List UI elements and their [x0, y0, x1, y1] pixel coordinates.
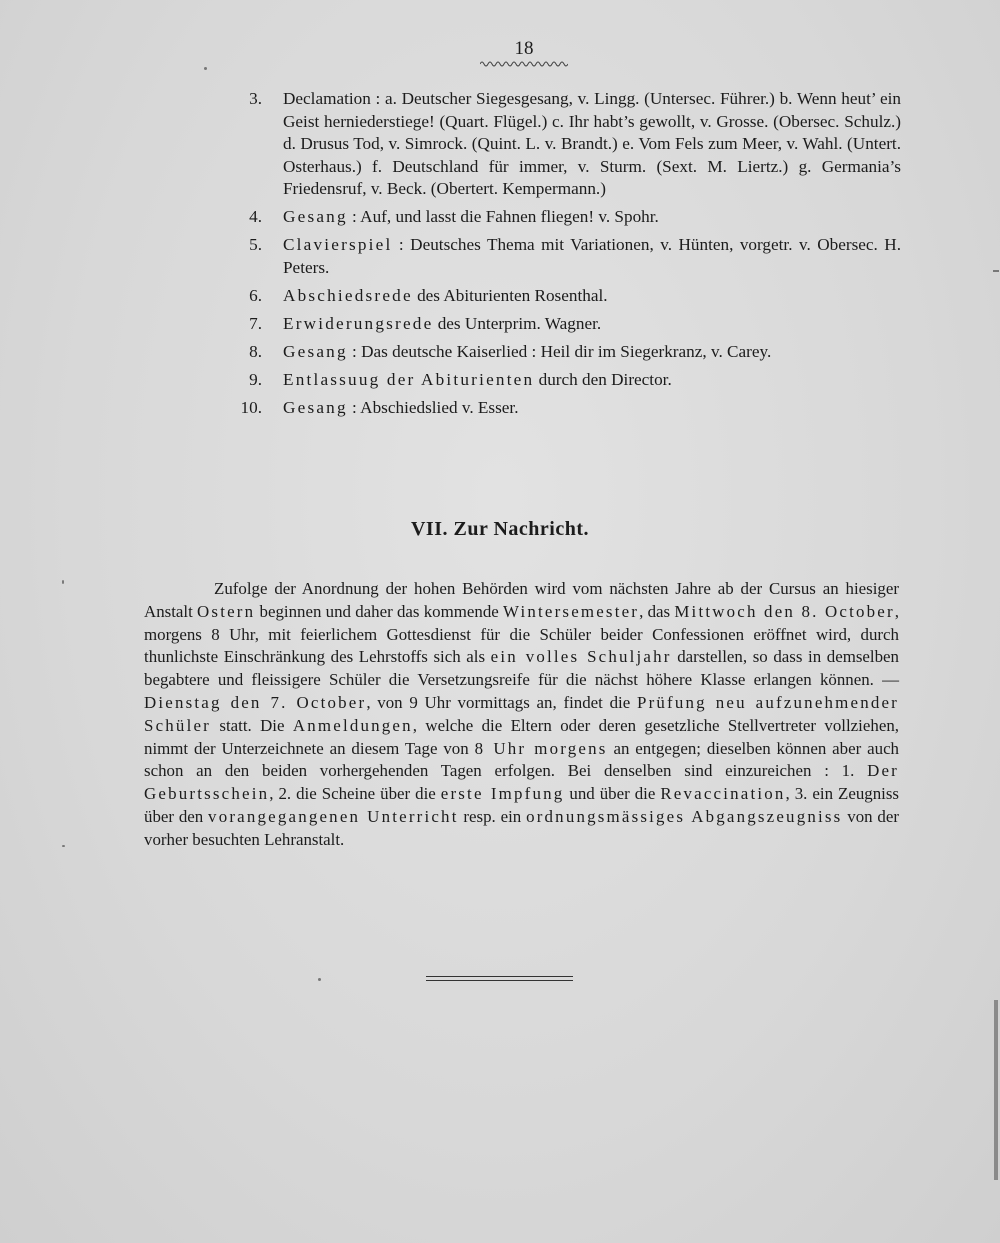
- program-item-number: 8.: [249, 341, 262, 361]
- emphasized-text: vorangegangenen Unterricht: [208, 806, 459, 826]
- emphasized-text: 8 Uhr morgens: [474, 738, 608, 758]
- program-item: [232, 285, 902, 308]
- program-item-text: [283, 206, 901, 229]
- program-item-number: 5.: [249, 235, 262, 255]
- program-item-text: [283, 88, 901, 201]
- program-list: [232, 88, 902, 425]
- emphasized-text: Clavierspiel: [283, 235, 393, 255]
- text-run: durch den Director.: [534, 369, 672, 389]
- emphasized-text: Abschiedsrede: [283, 285, 413, 305]
- notice-paragraph: [144, 578, 899, 852]
- program-item: [232, 88, 902, 201]
- text-run: : Auf, und lasst die Fahnen fliegen! v. Spohr.: [347, 207, 659, 227]
- emphasized-text: Der Geburtsschein: [144, 761, 899, 804]
- text-run: und über die: [564, 784, 661, 804]
- program-item-number: 4.: [249, 207, 262, 227]
- text-run: : Deutsches Thema mit Variationen, v. Hünten, vorgetr. v. Obersec. H. Peters.: [283, 235, 901, 277]
- text-run: resp. ein: [458, 806, 527, 826]
- program-item: [232, 369, 902, 392]
- paper-speck: [62, 845, 65, 847]
- text-run: , morgens 8 Uhr, mit feierlichem Gottesdienst für die Schüler beider Confessionen eröffnet wird, durch thunlichste Einschränkung des Lehrstoffs sich als: [144, 601, 900, 667]
- paper-speck: [318, 978, 321, 981]
- page-number: 18: [514, 38, 534, 59]
- paper-speck: [993, 270, 999, 272]
- emphasized-text: Gesang: [283, 397, 348, 417]
- text-run: : Abschiedslied v. Esser.: [347, 397, 519, 417]
- program-item: [232, 234, 902, 279]
- program-item-text: [283, 341, 901, 364]
- emphasized-text: Mittwoch den 8. October: [674, 601, 895, 621]
- paper-speck: [994, 1000, 998, 1180]
- emphasized-text: Gesang: [283, 341, 348, 361]
- text-run: , von 9 Uhr vormittags an, findet die: [366, 692, 637, 712]
- text-run: beginnen und daher das kommende: [255, 601, 503, 621]
- emphasized-text: Anmeldungen: [292, 715, 413, 735]
- emphasized-text: Prüfung neu aufzunehmender Schüler: [144, 692, 900, 735]
- paper-speck: [204, 67, 207, 70]
- text-run: des Unterprim. Wagner.: [433, 313, 602, 333]
- emphasized-text: Gesang: [283, 207, 348, 227]
- text-run: , 2. die Scheine über die: [269, 784, 441, 804]
- program-item: [232, 397, 902, 420]
- text-run: an entgegen; dieselben können aber auch schon an den beiden vorhergehenden Tagen erfolgen. Bei denselben sind einzureichen : 1.: [144, 738, 900, 781]
- text-run: Zufolge der Anordnung der hohen Behörden wird vom nächsten Jahre ab der Cursus an hiesiger Anstalt: [144, 579, 899, 621]
- text-run: Declamation : a. Deutscher Siegesgesang, v. Lingg. (Untersec. Führer.) b. Wenn heut’ ein Geist herniederstiege! (Quart. Flügel.) c. Ihr habt’s gewollt, v. Grosse. (Obersec. Schulz.) d. Drusus Tod, v. Simrock. (Quint. L. v. Brandt.) e. Vom Fels zum Meer, v. Wahl. (Untert. Osterhaus.) f. Deutschland für immer, v. Sturm. (Sext. M. Liertz.) g. Germania’s Friedensruf, v. Beck. (Obertert. Kempermann.): [283, 89, 901, 199]
- text-run: darstellen, so dass in demselben begabtere und fleissigere Schüler die Versetzungsreife für die nächst höhere Klasse erlangen können. —: [144, 647, 899, 690]
- program-item-number: 3.: [249, 89, 262, 108]
- text-run: , welche die Eltern oder deren gesetzliche Stellvertreter vollziehen, nimmt der Unterzeichnete an diesem Tage von: [144, 715, 899, 758]
- text-run: , 3. ein Zeugniss über den: [144, 784, 899, 826]
- emphasized-text: Wintersemester: [503, 601, 640, 621]
- program-item-text: [283, 234, 901, 279]
- text-run: statt. Die: [211, 715, 293, 735]
- program-item-text: [283, 397, 901, 420]
- text-run: des Abiturienten Rosenthal.: [412, 285, 608, 305]
- section-title: VII. Zur Nachricht.: [410, 518, 590, 540]
- paper-speck: [62, 580, 64, 584]
- program-item-text: [283, 369, 901, 392]
- emphasized-text: erste Impfung: [440, 784, 565, 804]
- program-item-number: 6.: [249, 285, 262, 305]
- emphasized-text: ordnungsmässiges Abgangszeugniss: [526, 806, 843, 826]
- emphasized-text: Revaccination: [660, 784, 786, 804]
- emphasized-text: Entlassuug der Abiturienten: [283, 369, 535, 389]
- program-item-text: [283, 285, 901, 308]
- page-number-ornament: [480, 60, 568, 68]
- emphasized-text: Erwiderungsrede: [283, 313, 434, 333]
- emphasized-text: Dienstag den 7. October: [144, 692, 367, 712]
- text-run: von der vorher besuchten Lehranstalt.: [144, 806, 899, 849]
- program-item-number: 9.: [249, 369, 262, 389]
- text-run: , das: [639, 601, 675, 621]
- text-run: : Das deutsche Kaiserlied : Heil dir im Siegerkranz, v. Carey.: [347, 341, 772, 361]
- closing-rule: [426, 976, 573, 981]
- program-item: [232, 313, 902, 336]
- program-item-text: [283, 313, 901, 336]
- emphasized-text: Ostern: [197, 601, 256, 621]
- program-item: [232, 341, 902, 364]
- program-item: [232, 206, 902, 229]
- emphasized-text: ein volles Schuljahr: [490, 647, 672, 667]
- program-item-number: 7.: [249, 313, 262, 333]
- program-item-number: 10.: [240, 397, 262, 417]
